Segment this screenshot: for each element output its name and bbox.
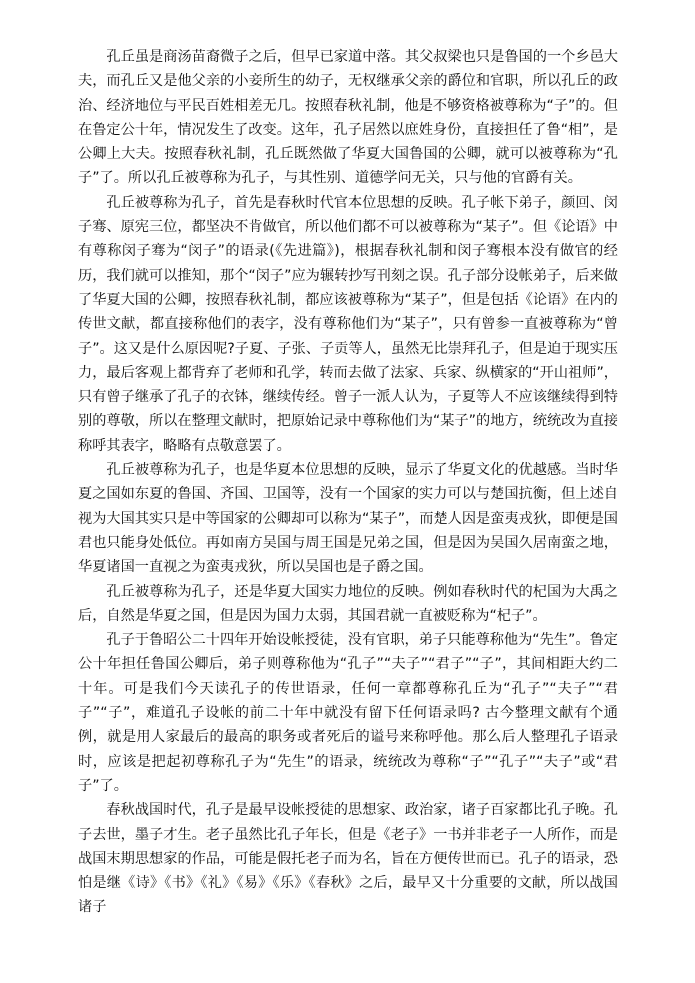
paragraph-3: 孔丘被尊称为孔子，也是华夏本位思想的反映，显示了华夏文化的优越感。当时华夏之国如东夏的鲁国、齐国、卫国等，没有一个国家的实力可以与楚国抗衡，但上述自视为大国其实只是中等国家的公卿却可以称为“某子”，而楚人因是蛮夷戎狄，即便是国君也只能身处低位。再如南方吴国与周王国是兄弟之国，但是因为吴国久居南蛮之地，华夏诸国一直视之为蛮夷戎狄，所以吴国也是子爵之国。 <box>78 462 618 576</box>
paragraph-1: 孔丘虽是商汤苗裔微子之后，但早已家道中落。其父叔梁也只是鲁国的一个乡邑大夫，而孔丘又是他父亲的小妾所生的幼子，无权继承父亲的爵位和官职，所以孔丘的政治、经济地位与平民百姓相差无几。按照春秋礼制，他是不够资格被尊称为“子”的。但在鲁定公十年，情况发生了改变。这年，孔子居然以庶姓身份，直接担任了鲁“相”，是公卿上大夫。按照春秋礼制，孔丘既然做了华夏大国鲁国的公卿，就可以被尊称为“孔子”了。所以孔丘被尊称为孔子，与其性别、道德学问无关，只与他的官爵有关。 <box>78 49 618 187</box>
paragraph-5: 孔子于鲁昭公二十四年开始设帐授徒，没有官职，弟子只能尊称他为“先生”。鲁定公十年担任鲁国公卿后，弟子则尊称他为“孔子”“夫子”“君子”“子”，其间相距大约二十年。可是我们今天读孔子的传世语录，任何一章都尊称孔丘为“孔子”“夫子”“君子”“子”，难道孔子设帐的前二十年中就没有留下任何语录吗? 古今整理文献有个通例，就是用人家最后的最高的职务或者死后的谥号来称呼他。那么后人整理孔子语录时，应该是把起初尊称孔子为“先生”的语录，统统改为尊称“子”“孔子”“夫子”或“君子”了。 <box>78 632 618 794</box>
paragraph-4: 孔丘被尊称为孔子，还是华夏大国实力地位的反映。例如春秋时代的杞国为大禹之后，自然是华夏之国，但是因为国力太弱，其国君就一直被贬称为“杞子”。 <box>78 583 618 624</box>
article-body <box>78 45 618 920</box>
paragraph-2: 孔丘被尊称为孔子，首先是春秋时代官本位思想的反映。孔子帐下弟子，颜回、闵子骞、原宪三位，都坚决不肯做官，所以他们都不可以被尊称为“某子”。但《论语》中有尊称闵子骞为“闵子”的语录(《先进篇》)，根据春秋礼制和闵子骞根本没有做官的经历，我们就可以推知，那个“闵子”应为辗转抄写刊刻之误。孔子部分设帐弟子，后来做了华夏大国的公卿，按照春秋礼制，都应该被尊称为“某子”，但是包括《论语》在内的传世文献，都直接称他们的表字，没有尊称他们为“某子”，只有曾参一直被尊称为“曾子”。这又是什么原因呢?子夏、子张、子贡等人，虽然无比崇拜孔子，但是迫于现实压力，最后客观上都背弃了老师和孔学，转而去做了法家、兵家、纵横家的“开山祖师”，只有曾子继承了孔子的衣钵，继续传经。曾子一派人认为，子夏等人不应该继续得到特别的尊敬，所以在整理文献时，把原始记录中尊称他们为“某子”的地方，统统改为直接称呼其表字，略略有点敬意罢了。 <box>78 194 618 454</box>
paragraph-6: 春秋战国时代，孔子是最早设帐授徒的思想家、政治家，诸子百家都比孔子晚。孔子去世，墨子才生。老子虽然比孔子年长，但是《老子》一书并非老子一人所作，而是战国末期思想家的作品，可能是假托老子而为名，旨在方便传世而已。孔子的语录，恐怕是继《诗》《书》《礼》《易》《乐》《春秋》之后，最早又十分重要的文献，所以战国诸子 <box>78 802 618 916</box>
